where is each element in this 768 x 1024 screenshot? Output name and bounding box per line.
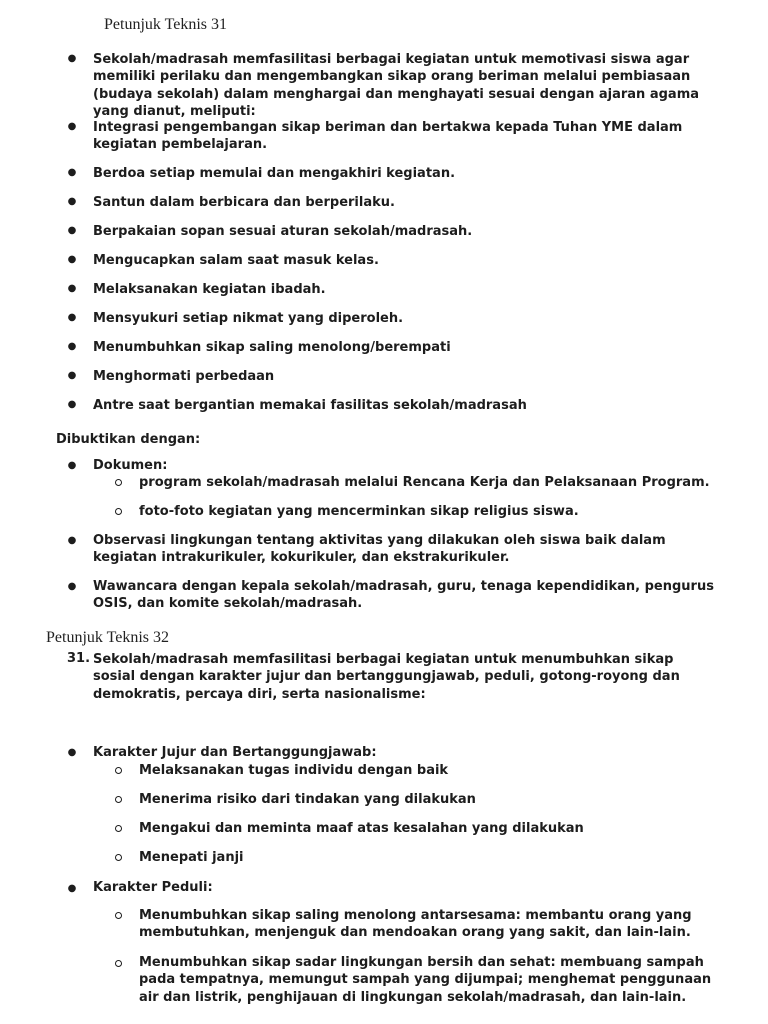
evidence-label: Dibuktikan dengan:	[56, 432, 201, 447]
section-31-item: Santun dalam berbicara dan berperilaku.	[93, 195, 395, 210]
peduli-label: Karakter Peduli:	[93, 880, 213, 895]
bullet: ●	[67, 225, 77, 236]
observasi-item: Observasi lingkungan tentang aktivitas yang dilakukan oleh siswa baik dalam kegiatan intrakurikuler, kokurikuler, dan ekstrakurikuler.	[93, 533, 666, 566]
jujur-item: Menepati janji	[139, 850, 244, 865]
jujur-item: Menerima risiko dari tindakan yang dilakukan	[139, 792, 476, 807]
section-31-item: Integrasi pengembangan sikap beriman dan bertakwa kepada Tuhan YME dalam kegiatan pembelajaran.	[93, 120, 683, 153]
jujur-item: Melaksanakan tugas individu dengan baik	[139, 763, 449, 778]
bullet: ●	[67, 747, 77, 758]
dokumen-label: Dokumen:	[93, 458, 168, 473]
bullet: ●	[67, 53, 77, 64]
section-31-item: Berdoa setiap memulai dan mengakhiri kegiatan.	[93, 166, 456, 181]
peduli-item: Menumbuhkan sikap sadar lingkungan bersih dan sehat: membuang sampah pada tempatnya, memungut sampah yang dijumpai; menghemat penggunaan air dan listrik, penghijauan di lingkungan sekolah/madrasah, dan lain-lain.	[139, 955, 712, 1005]
section-31-item: Menumbuhkan sikap saling menolong/berempati	[93, 340, 451, 355]
section-32-title: Petunjuk Teknis 32	[46, 629, 170, 646]
dokumen-item: foto-foto kegiatan yang mencerminkan sikap religius siswa.	[139, 504, 579, 519]
bullet: ●	[67, 883, 77, 894]
section-32-intro: Sekolah/madrasah memfasilitasi berbagai kegiatan untuk menumbuhkan sikap sosial dengan karakter jujur dan bertanggungjawab, peduli, gotong-royong dan demokratis, percaya diri, serta nasionalisme:	[93, 652, 680, 702]
sub-bullet	[115, 825, 122, 832]
sub-bullet	[115, 767, 122, 774]
dokumen-item: program sekolah/madrasah melalui Rencana Kerja dan Pelaksanaan Program.	[139, 475, 710, 490]
bullet: ●	[67, 341, 77, 352]
bullet: ●	[67, 370, 77, 381]
bullet: ●	[67, 196, 77, 207]
peduli-item: Menumbuhkan sikap saling menolong antarsesama: membantu orang yang membutuhkan, menjenguk dan mendoakan orang yang sakit, dan lain-lain.	[139, 908, 692, 941]
sub-bullet	[115, 854, 122, 861]
sub-bullet	[115, 960, 122, 967]
jujur-item: Mengakui dan meminta maaf atas kesalahan yang dilakukan	[139, 821, 584, 836]
bullet: ●	[67, 399, 77, 410]
sub-bullet	[115, 912, 122, 919]
section-31-intro: Sekolah/madrasah memfasilitasi berbagai kegiatan untuk memotivasi siswa agar memiliki perilaku dan mengembangkan sikap orang beriman melalui pembiasaan (budaya sekolah) dalam menghargai dan menghayati sesuai dengan ajaran agama yang dianut, meliputi:	[93, 52, 700, 120]
section-31-item: Menghormati perbedaan	[93, 369, 275, 384]
bullet: ●	[67, 581, 77, 592]
bullet: ●	[67, 121, 77, 132]
section-31-item: Mengucapkan salam saat masuk kelas.	[93, 253, 379, 268]
sub-bullet	[115, 479, 122, 486]
list-number: 31.	[67, 651, 91, 666]
bullet: ●	[67, 535, 77, 546]
sub-bullet	[115, 796, 122, 803]
section-31-item: Melaksanakan kegiatan ibadah.	[93, 282, 326, 297]
bullet: ●	[67, 167, 77, 178]
jujur-label: Karakter Jujur dan Bertanggungjawab:	[93, 745, 377, 760]
bullet: ●	[67, 283, 77, 294]
section-31-item: Mensyukuri setiap nikmat yang diperoleh.	[93, 311, 404, 326]
bullet: ●	[67, 254, 77, 265]
sub-bullet	[115, 508, 122, 515]
bullet: ●	[67, 460, 77, 471]
section-31-title: Petunjuk Teknis 31	[104, 16, 228, 33]
bullet: ●	[67, 312, 77, 323]
section-31-item: Berpakaian sopan sesuai aturan sekolah/madrasah.	[93, 224, 473, 239]
section-31-item: Antre saat bergantian memakai fasilitas sekolah/madrasah	[93, 398, 527, 413]
wawancara-item: Wawancara dengan kepala sekolah/madrasah, guru, tenaga kependidikan, pengurus OSIS, dan komite sekolah/madrasah.	[93, 579, 714, 612]
